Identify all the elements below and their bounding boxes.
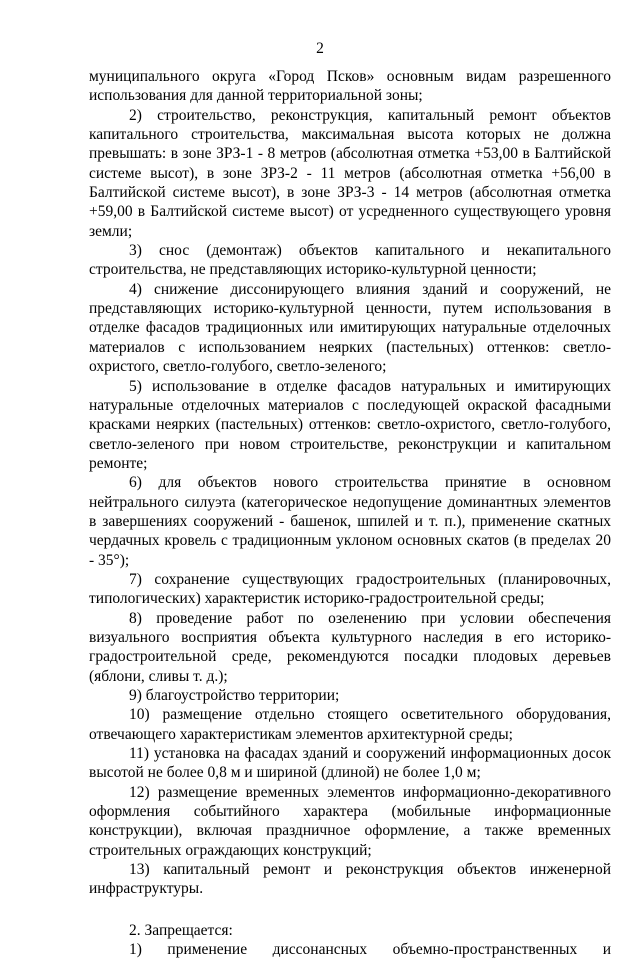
prohibited-item-1: 1) применение диссонансных объемно-пространственных и (129, 941, 611, 959)
list-item-9: 9) благоустройство территории; (129, 687, 340, 704)
list-item-2: 2) строительство, реконструкция, капитальный ремонт объектов капитального строительства, максимальная высота которых не должна превышать: в зоне ЗРЗ-1 - 8 метров (абсолютная отметка +53,00 в Балтийской системе высот), в зоне ЗРЗ-2 - 11 метров (абсолютная отметка +56,00 в Балтийской системе высот), в зоне ЗРЗ-3 - 14 метров (абсолютная отметка +59,00 в Балтийской системе высот) от усредненного существующего уровня земли; (89, 106, 611, 240)
list-item-6: 6) для объектов нового строительства принятие в основном нейтрального силуэта (категорическое недопущение доминантных элементов в завершениях сооружений - башенок, шпилей и т. п.), применение скатных чердачных кровель с традиционным уклоном основных скатов (в пределах 20 - 35°); (89, 474, 611, 569)
list-item-13: 13) капитальный ремонт и реконструкция объектов инженерной инфраструктуры. (89, 861, 611, 898)
list-item-5: 5) использование в отделке фасадов натуральных и имитирующих натуральные отделочных материалов с последующей окраской фасадными красками неярких (пастельных) оттенков: светло-охристого, светло-голубого, светло-зеленого при новом строительстве, реконструкции и капитальном ремонте; (89, 377, 611, 472)
list-item-3: 3) снос (демонтаж) объектов капитального и некапитального строительства, не представляющих историко-культурной ценности; (89, 242, 611, 279)
list-item-4: 4) снижение диссонирующего влияния зданий и сооружений, не представляющих историко-культурной ценности, путем использования в отделке фасадов традиционных или имитирующих натуральные отделочных материалов с использованием неярких (пастельных) оттенков: светло-охристого, светло-голубого, светло-зеленого; (89, 280, 611, 376)
list-item-10: 10) размещение отдельно стоящего осветительного оборудования, отвечающего характеристикам элементов архитектурной среды; (89, 706, 611, 743)
document-body (89, 67, 611, 959)
paragraph-continuation: муниципального округа «Город Псков» основным видам разрешенного использования для данной территориальной зоны; (89, 68, 611, 105)
page-number: 2 (316, 40, 324, 57)
section-heading-prohibited: 2. Запрещается: (129, 921, 233, 939)
list-item-12: 12) размещение временных элементов информационно-декоративного оформления событийного характера (мобильные информационные конструкции), включая праздничное оформление, а также временных строительных ограждающих конструкций; (89, 783, 611, 859)
list-item-8: 8) проведение работ по озеленению при условии обеспечения визуального восприятия объекта культурного наследия в его историко-градостроительной среде, рекомендуются посадки плодовых деревьев (яблони, сливы т. д.); (89, 609, 611, 685)
list-item-11: 11) установка на фасадах зданий и сооружений информационных досок высотой не более 0,8 м и шириной (длиной) не более 1,0 м; (89, 745, 611, 782)
list-item-7: 7) сохранение существующих градостроительных (планировочных, типологических) характеристик историко-градостроительной среды; (89, 570, 611, 608)
